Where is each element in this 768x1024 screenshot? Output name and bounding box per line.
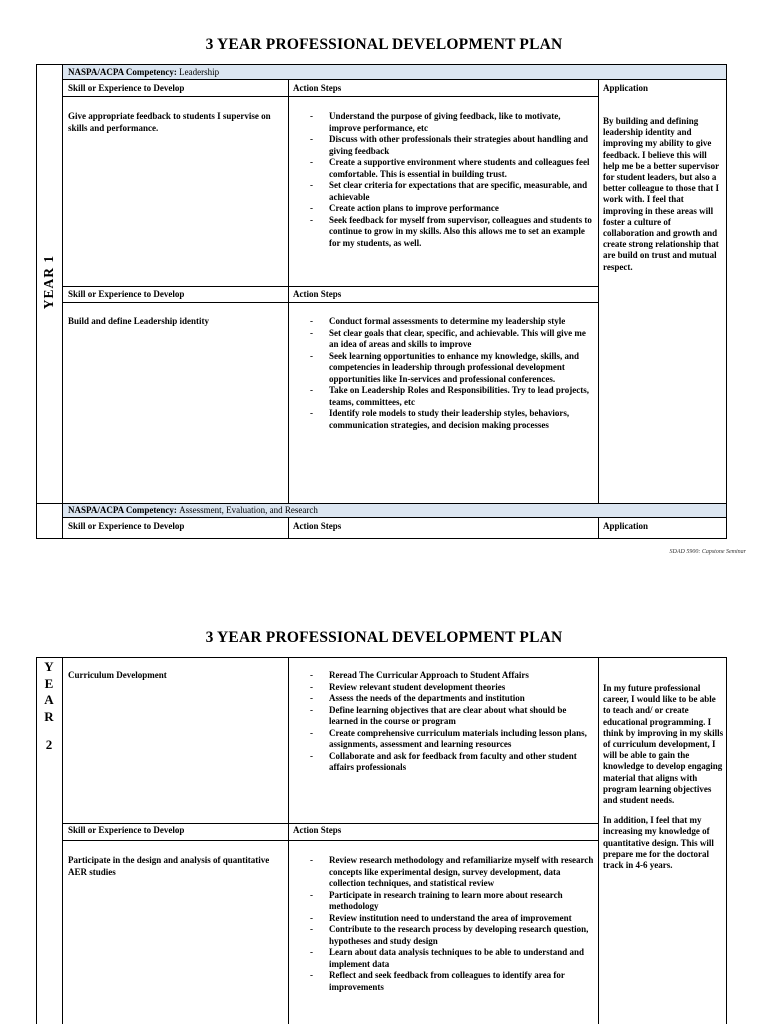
skill-header: Skill or Experience to Develop xyxy=(68,825,185,835)
action-header: Action Steps xyxy=(293,825,342,835)
list-item: - Reread The Curricular Approach to Student Affairs xyxy=(290,670,594,682)
list-item: - Collaborate and ask for feedback from faculty and other student affairs professionals xyxy=(290,751,594,774)
list-item: - Create action plans to improve performance xyxy=(290,203,594,215)
list-item: - Identify role models to study their leadership styles, behaviors, communication strategies, and decision making processes xyxy=(290,408,594,431)
page-title: 3 YEAR PROFESSIONAL DEVELOPMENT PLAN xyxy=(205,629,563,646)
action-header: Action Steps xyxy=(293,521,342,531)
competency-label: NASPA/ACPA Competency: xyxy=(68,505,177,515)
list-item: - Define learning objectives that are clear about what should be learned in the course or program xyxy=(290,705,594,728)
page-title: 3 YEAR PROFESSIONAL DEVELOPMENT PLAN xyxy=(205,36,563,53)
skill-feedback: Give appropriate feedback to students I supervise on skills and performance. xyxy=(68,111,271,133)
list-item: - Contribute to the research process by developing research question, hypotheses and study design xyxy=(290,924,594,947)
page-footer: SDAD 5900: Capstone Seminar xyxy=(669,549,746,555)
list-item: - Take on Leadership Roles and Responsibilities. Try to lead projects, teams, committees, etc xyxy=(290,385,594,408)
list-item: - Review relevant student development theories xyxy=(290,682,594,694)
list-item: - Create comprehensive curriculum materials including lesson plans, assignments, assessment and learning resources xyxy=(290,728,594,751)
skill-header: Skill or Experience to Develop xyxy=(68,289,185,299)
skill-header: Skill or Experience to Develop xyxy=(68,83,185,93)
application-text-year2 xyxy=(603,683,724,880)
action-steps-curriculum xyxy=(290,670,594,774)
list-item: - Set clear criteria for expectations that are specific, measurable, and achievable xyxy=(290,180,594,203)
skill-header: Skill or Experience to Develop xyxy=(68,521,185,531)
list-item: - Seek learning opportunities to enhance my knowledge, skills, and competencies in leadership through professional development opportunities like In-services and professional conferences. xyxy=(290,351,594,386)
competency-value: Assessment, Evaluation, and Research xyxy=(179,505,318,515)
list-item: - Learn about data analysis techniques to be able to understand and implement data xyxy=(290,947,594,970)
application-header: Application xyxy=(603,83,649,93)
application-header: Application xyxy=(603,521,649,531)
list-item: - Participate in research training to learn more about research methodology xyxy=(290,890,594,913)
action-steps-leadership xyxy=(290,316,594,431)
application-paragraph: In my future professional career, I would like to be able to teach and/ or create educational programming. I think by improving in my skills of curriculum development, I will be able to gain the knowledge to develop engaging material that aligns with program learning objectives and student needs. xyxy=(603,683,724,806)
list-item: - Seek feedback for myself from supervisor, colleagues and students to continue to grow in my skills. Also this allows me to set an example for my students, as well. xyxy=(290,215,594,250)
list-item: - Review institution need to understand the area of improvement xyxy=(290,913,594,925)
application-paragraph: In addition, I feel that my increasing my knowledge of quantitative design. This will prepare me for the doctoral track in 4-6 years. xyxy=(603,815,714,871)
list-item: - Discuss with other professionals their strategies about handling and giving feedback xyxy=(290,134,594,157)
list-item: - Assess the needs of the departments and institution xyxy=(290,693,594,705)
application-text-year1: By building and defining leadership identity and improving my ability to give feedback. I believe this will help me be a better supervisor for student leaders, but also a better colleague to those that I work with. I feel that improving in these areas will foster a culture of collaboration and growth and create strong relationship that are build on trust and mutual respect. xyxy=(603,116,720,272)
competency-value: Leadership xyxy=(179,67,220,77)
action-steps-research xyxy=(290,855,594,993)
list-item: - Conduct formal assessments to determine my leadership style xyxy=(290,316,594,328)
year-2-label: Y E A R 2 xyxy=(44,659,54,753)
list-item: - Create a supportive environment where students and colleagues feel comfortable. This is essential in building trust. xyxy=(290,157,594,180)
skill-leadership-identity: Build and define Leadership identity xyxy=(68,316,210,326)
list-item: - Understand the purpose of giving feedback, like to motivate, improve performance, etc xyxy=(290,111,594,134)
skill-quantitative-aer: Participate in the design and analysis of quantitative AER studies xyxy=(68,855,270,877)
list-item: - Reflect and seek feedback from colleagues to identify area for improvements xyxy=(290,970,594,993)
list-item: - Review research methodology and refamiliarize myself with research concepts like experimental design, survey development, data collection techniques, and statistical review xyxy=(290,855,594,890)
year-1-label: YEAR 1 xyxy=(41,254,57,310)
action-header: Action Steps xyxy=(293,83,342,93)
list-item: - Set clear goals that clear, specific, and achievable. This will give me an idea of areas and skills to improve xyxy=(290,328,594,351)
action-header: Action Steps xyxy=(293,289,342,299)
skill-curriculum: Curriculum Development xyxy=(68,670,167,680)
action-steps-feedback xyxy=(290,111,594,249)
competency-label: NASPA/ACPA Competency: xyxy=(68,67,177,77)
